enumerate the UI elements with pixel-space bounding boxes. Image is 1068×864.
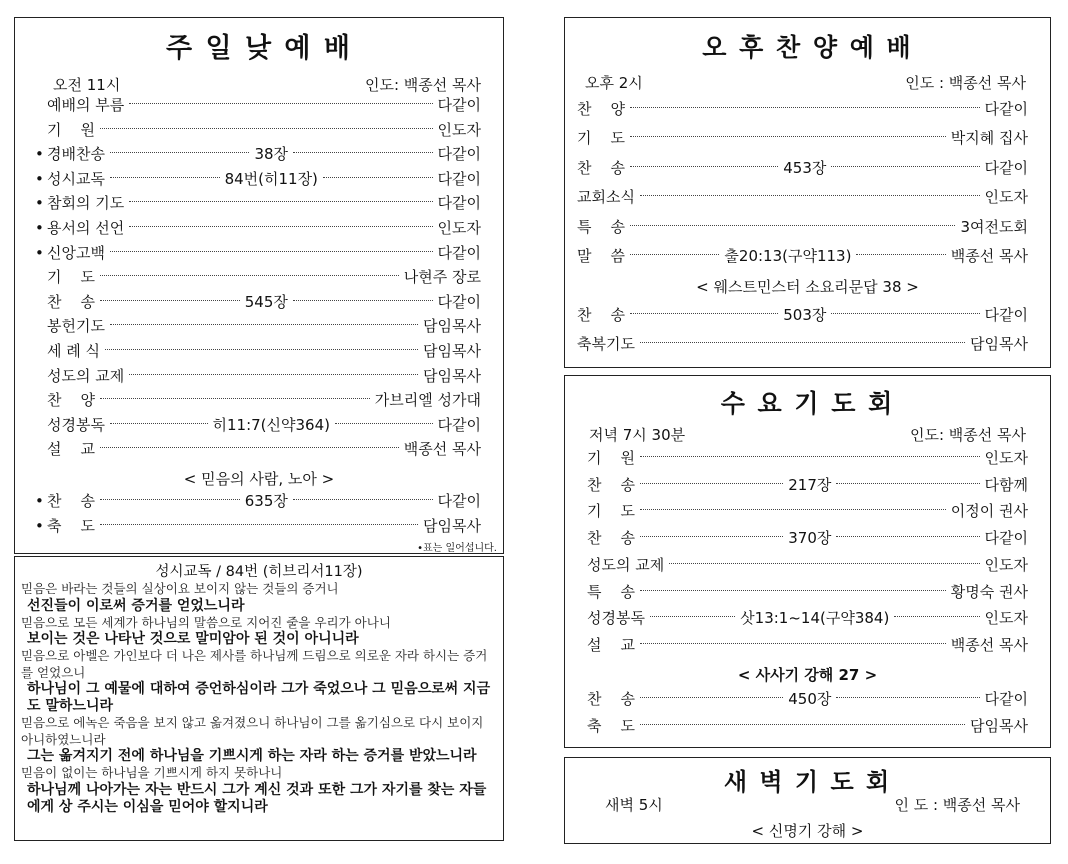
- order-detail: 450장: [788, 690, 832, 708]
- order-row: [587, 688, 1028, 710]
- dot-leader: [100, 398, 370, 399]
- dot-leader: [640, 697, 783, 698]
- sunday-time: 오전 11시: [53, 76, 121, 94]
- order-label: 찬 송: [577, 158, 626, 177]
- order-label: 찬 송: [587, 529, 636, 548]
- order-label: 기 도: [47, 268, 96, 287]
- sunday-sermon-title: < 믿음의 사람, 노아 >: [183, 470, 335, 488]
- scripture-response-line: 그는 옮겨지기 전에 하나님을 기쁘시게 하는 자라 하는 증거를 받았느니라: [27, 748, 477, 764]
- order-assignee: 담임목사: [423, 342, 481, 360]
- dot-leader: [640, 643, 946, 644]
- afternoon-header: [585, 72, 1026, 93]
- scripture-response-line: 선진들이 이로써 증거를 얻었느니라: [27, 597, 245, 614]
- dot-leader: [640, 456, 979, 457]
- order-assignee: 담임목사: [423, 516, 481, 535]
- order-label: 예배의 부름: [47, 96, 125, 114]
- dawn-header: [605, 794, 1020, 815]
- order-row: [35, 414, 481, 436]
- scripture-leader-line: 믿음으로 아벨은 가인보다 더 나은 제사를 하나님께 드림으로 의로운 자라 하시는 증거를 얻었으니: [21, 648, 488, 680]
- dawn-prayer-box: [564, 757, 1051, 844]
- order-detail: 히11:7(신약364): [212, 415, 330, 434]
- order-row: [35, 365, 481, 387]
- dot-leader: [650, 616, 735, 617]
- order-detail: 38장: [254, 145, 289, 164]
- order-row: [35, 242, 481, 264]
- sunday-title: 주 일 낮 예 배: [165, 33, 352, 64]
- order-label: 축 도: [47, 516, 96, 535]
- order-assignee: 인도자: [984, 188, 1028, 207]
- order-row: [587, 581, 1028, 603]
- order-label: 기 원: [587, 449, 636, 467]
- standing-mark: •: [35, 243, 44, 262]
- order-assignee: 인도자: [984, 609, 1029, 628]
- order-assignee: 인도자: [984, 555, 1028, 574]
- dot-leader: [100, 300, 240, 301]
- dot-leader: [831, 313, 979, 314]
- wednesday-time: 저녁 7시 30분: [589, 426, 686, 444]
- dot-leader: [129, 226, 432, 227]
- dot-leader: [640, 342, 965, 343]
- dot-leader: [129, 374, 418, 375]
- dot-leader: [630, 107, 979, 108]
- order-row: [35, 217, 481, 239]
- dawn-title: 새 벽 기 도 회: [723, 768, 892, 796]
- dot-leader: [129, 103, 432, 104]
- order-detail: 453장: [783, 158, 827, 177]
- order-row: [35, 192, 481, 214]
- order-label: 기 도: [577, 129, 626, 148]
- order-label: 찬 송: [577, 306, 626, 324]
- order-row: [577, 157, 1028, 179]
- dot-leader: [836, 697, 979, 698]
- order-assignee: 담임목사: [970, 717, 1028, 735]
- sunday-service-box: [14, 17, 504, 554]
- dot-leader: [640, 536, 783, 537]
- order-label: 찬 송: [587, 690, 636, 708]
- dot-leader: [323, 177, 433, 178]
- order-assignee: 인도자: [984, 449, 1028, 467]
- dot-leader: [640, 590, 946, 591]
- order-detail: 84번(히11장): [224, 169, 318, 188]
- order-label: 기 원: [47, 120, 96, 139]
- order-assignee: 다같이: [437, 169, 481, 188]
- afternoon-time: 오후 2시: [585, 74, 643, 92]
- order-assignee: 다같이: [984, 529, 1029, 548]
- dot-leader: [640, 195, 980, 196]
- order-row: [35, 515, 481, 537]
- scripture-leader-line: 믿음이 없이는 하나님을 기쁘시게 하지 못하나니: [21, 765, 283, 780]
- sunday-leader: 인도: 백종선 목사: [364, 76, 481, 94]
- order-assignee: 담임목사: [423, 366, 481, 385]
- dot-leader: [335, 423, 433, 424]
- order-row: [35, 168, 481, 190]
- order-row: [35, 119, 481, 141]
- dot-leader: [836, 536, 979, 537]
- order-label: 특 송: [577, 217, 626, 236]
- dot-leader: [836, 483, 979, 484]
- order-assignee: 다같이: [984, 306, 1029, 324]
- dot-leader: [669, 563, 979, 564]
- order-label: 성도의 교제: [587, 555, 665, 574]
- scripture-title: 성시교독 / 84번 (히브리서11장): [155, 564, 363, 580]
- order-assignee: 다같이: [437, 492, 482, 510]
- order-assignee: 다같이: [437, 292, 482, 311]
- dot-leader: [100, 128, 432, 129]
- order-label: 봉헌기도: [47, 317, 105, 336]
- order-label: 설 교: [587, 635, 636, 654]
- scripture-reading-box: [14, 556, 504, 841]
- order-row: [35, 94, 481, 116]
- dot-leader: [894, 616, 979, 617]
- order-assignee: 인도자: [437, 219, 481, 237]
- order-assignee: 박지혜 집사: [950, 129, 1028, 148]
- wednesday-leader: 인도: 백종선 목사: [909, 426, 1026, 444]
- standing-mark: •: [35, 219, 44, 237]
- afternoon-title: 오 후 찬 양 예 배: [702, 33, 913, 62]
- dot-leader: [105, 349, 418, 350]
- order-label: 찬 송: [47, 492, 96, 510]
- dot-leader: [630, 225, 955, 226]
- order-row: [35, 340, 481, 362]
- order-detail: 출20:13(구약113): [724, 247, 852, 265]
- order-assignee: 황명숙 권사: [950, 582, 1028, 601]
- afternoon-leader: 인도 : 백종선 목사: [905, 74, 1026, 92]
- dot-leader: [856, 254, 945, 255]
- order-label: 참회의 기도: [47, 194, 125, 213]
- order-detail: 635장: [244, 492, 288, 510]
- order-assignee: 다같이: [437, 415, 482, 434]
- scripture-leader-line: 믿음으로 모든 세계가 하나님의 말씀으로 지어진 줄을 우리가 아나니: [21, 614, 391, 630]
- order-assignee: 백종선 목사: [950, 247, 1029, 265]
- order-row: [577, 216, 1028, 238]
- order-row: [35, 438, 481, 460]
- standing-note: •표는 일어섭니다.: [417, 543, 497, 554]
- wednesday-prayer-box: [564, 375, 1051, 748]
- order-assignee: 다같이: [437, 194, 481, 213]
- scripture-response-line: 보이는 것은 나타난 것으로 말미암아 된 것이 아니니라: [27, 631, 359, 647]
- scripture-leader-line: 믿음으로 에녹은 죽음을 보지 않고 옮겨졌으니 하나님이 그를 옮기심으로 다시 보이지 아니하였느니라: [21, 715, 484, 747]
- order-assignee: 다함께: [984, 475, 1029, 494]
- order-assignee: 이정이 권사: [950, 502, 1028, 521]
- dot-leader: [293, 152, 432, 153]
- dot-leader: [640, 509, 946, 510]
- dot-leader: [630, 254, 719, 255]
- order-assignee: 담임목사: [970, 335, 1028, 353]
- order-assignee: 다같이: [437, 145, 481, 164]
- dot-leader: [100, 275, 399, 276]
- order-label: 교회소식: [577, 188, 635, 207]
- order-label: 찬 양: [577, 100, 626, 118]
- order-row: [587, 554, 1028, 576]
- dot-leader: [630, 313, 778, 314]
- order-detail: 217장: [788, 475, 832, 494]
- standing-mark: •: [35, 145, 44, 164]
- dot-leader: [100, 524, 418, 525]
- order-row: [587, 715, 1028, 737]
- order-detail: 370장: [788, 529, 832, 548]
- dot-leader: [110, 152, 249, 153]
- order-row: [577, 333, 1028, 355]
- order-label: 찬 송: [47, 292, 96, 311]
- dot-leader: [110, 177, 220, 178]
- dot-leader: [110, 324, 418, 325]
- scripture-response-line: 하나님이 그 예물에 대하여 증언하심이라 그가 죽었으나 그 믿음으로써 지금도 말하느니라: [27, 681, 491, 714]
- sunday-header: [53, 74, 481, 95]
- scripture-leader-line: 믿음은 바라는 것들의 실상이요 보이지 않는 것들의 증거니: [21, 581, 339, 596]
- dot-leader: [640, 483, 783, 484]
- order-row: [35, 389, 481, 411]
- afternoon-sermon-title: < 웨스트민스터 소요리문답 38 >: [696, 278, 919, 296]
- order-label: 기 도: [587, 502, 636, 521]
- order-detail: 삿13:1~14(구약384): [740, 609, 890, 628]
- order-assignee: 다같이: [437, 243, 481, 262]
- dot-leader: [630, 136, 946, 137]
- order-row: [577, 245, 1028, 267]
- dot-leader: [100, 499, 240, 500]
- order-label: 찬 양: [47, 391, 96, 410]
- order-detail: 545장: [244, 292, 288, 311]
- dawn-leader: 인 도 : 백종선 목사: [894, 796, 1020, 814]
- dawn-sermon-title: < 신명기 강해 >: [751, 822, 864, 840]
- order-row: [35, 291, 481, 313]
- order-row: [587, 474, 1028, 496]
- order-row: [577, 98, 1028, 120]
- order-label: 축복기도: [577, 335, 635, 353]
- wednesday-title: 수 요 기 도 회: [720, 389, 895, 418]
- scripture-text: [21, 581, 497, 816]
- order-assignee: 나현주 장로: [403, 268, 481, 287]
- dot-leader: [100, 447, 399, 448]
- dot-leader: [110, 423, 208, 424]
- standing-mark: •: [35, 492, 44, 510]
- order-label: 성경봉독: [587, 609, 645, 628]
- order-row: [35, 266, 481, 288]
- dot-leader: [831, 166, 979, 167]
- afternoon-service-box: [564, 17, 1051, 368]
- order-detail: 503장: [783, 306, 827, 324]
- standing-mark: •: [35, 169, 44, 188]
- order-assignee: 가브리엘 성가대: [374, 391, 481, 410]
- order-row: [587, 607, 1028, 629]
- order-row: [587, 500, 1028, 522]
- wednesday-header: [589, 424, 1026, 445]
- order-row: [577, 186, 1028, 208]
- order-assignee: 3여전도회: [960, 217, 1028, 236]
- order-label: 성경봉독: [47, 415, 105, 434]
- order-assignee: 백종선 목사: [950, 635, 1028, 654]
- order-label: 찬 송: [587, 475, 636, 494]
- order-label: 축 도: [587, 717, 636, 735]
- wednesday-sermon-title: < 사사기 강해 27 >: [737, 666, 878, 684]
- dot-leader: [129, 201, 432, 202]
- order-row: [577, 304, 1028, 326]
- order-label: 성도의 교제: [47, 366, 125, 385]
- order-row: [35, 143, 481, 165]
- order-row: [587, 634, 1028, 656]
- dot-leader: [293, 499, 433, 500]
- order-label: 신앙고백: [47, 243, 105, 262]
- scripture-response-line: 하나님께 나아가는 자는 반드시 그가 계신 것과 또한 그가 자기를 찾는 자들에게 상 주시는 이심을 믿어야 할지니라: [27, 781, 487, 815]
- dot-leader: [293, 300, 433, 301]
- order-row: [587, 447, 1028, 469]
- order-assignee: 다같이: [984, 690, 1029, 708]
- order-assignee: 인도자: [437, 120, 481, 139]
- order-label: 세 례 식: [47, 342, 101, 360]
- order-assignee: 다같이: [984, 158, 1029, 177]
- order-assignee: 다같이: [437, 96, 481, 114]
- dot-leader: [110, 251, 433, 252]
- order-label: 용서의 선언: [47, 219, 125, 237]
- order-assignee: 담임목사: [423, 317, 481, 336]
- order-label: 설 교: [47, 440, 96, 459]
- dot-leader: [640, 724, 965, 725]
- order-row: [577, 127, 1028, 149]
- standing-mark: •: [35, 194, 44, 213]
- order-row: [35, 490, 481, 512]
- order-assignee: 다같이: [984, 100, 1028, 118]
- order-row: [35, 315, 481, 337]
- dot-leader: [630, 166, 778, 167]
- order-label: 말 씀: [577, 247, 626, 265]
- order-label: 성시교독: [47, 169, 105, 188]
- order-label: 특 송: [587, 582, 636, 601]
- dawn-time: 새벽 5시: [605, 796, 663, 814]
- standing-mark: •: [35, 516, 44, 535]
- order-row: [587, 527, 1028, 549]
- order-label: 경배찬송: [47, 145, 105, 164]
- order-assignee: 백종선 목사: [403, 440, 481, 459]
